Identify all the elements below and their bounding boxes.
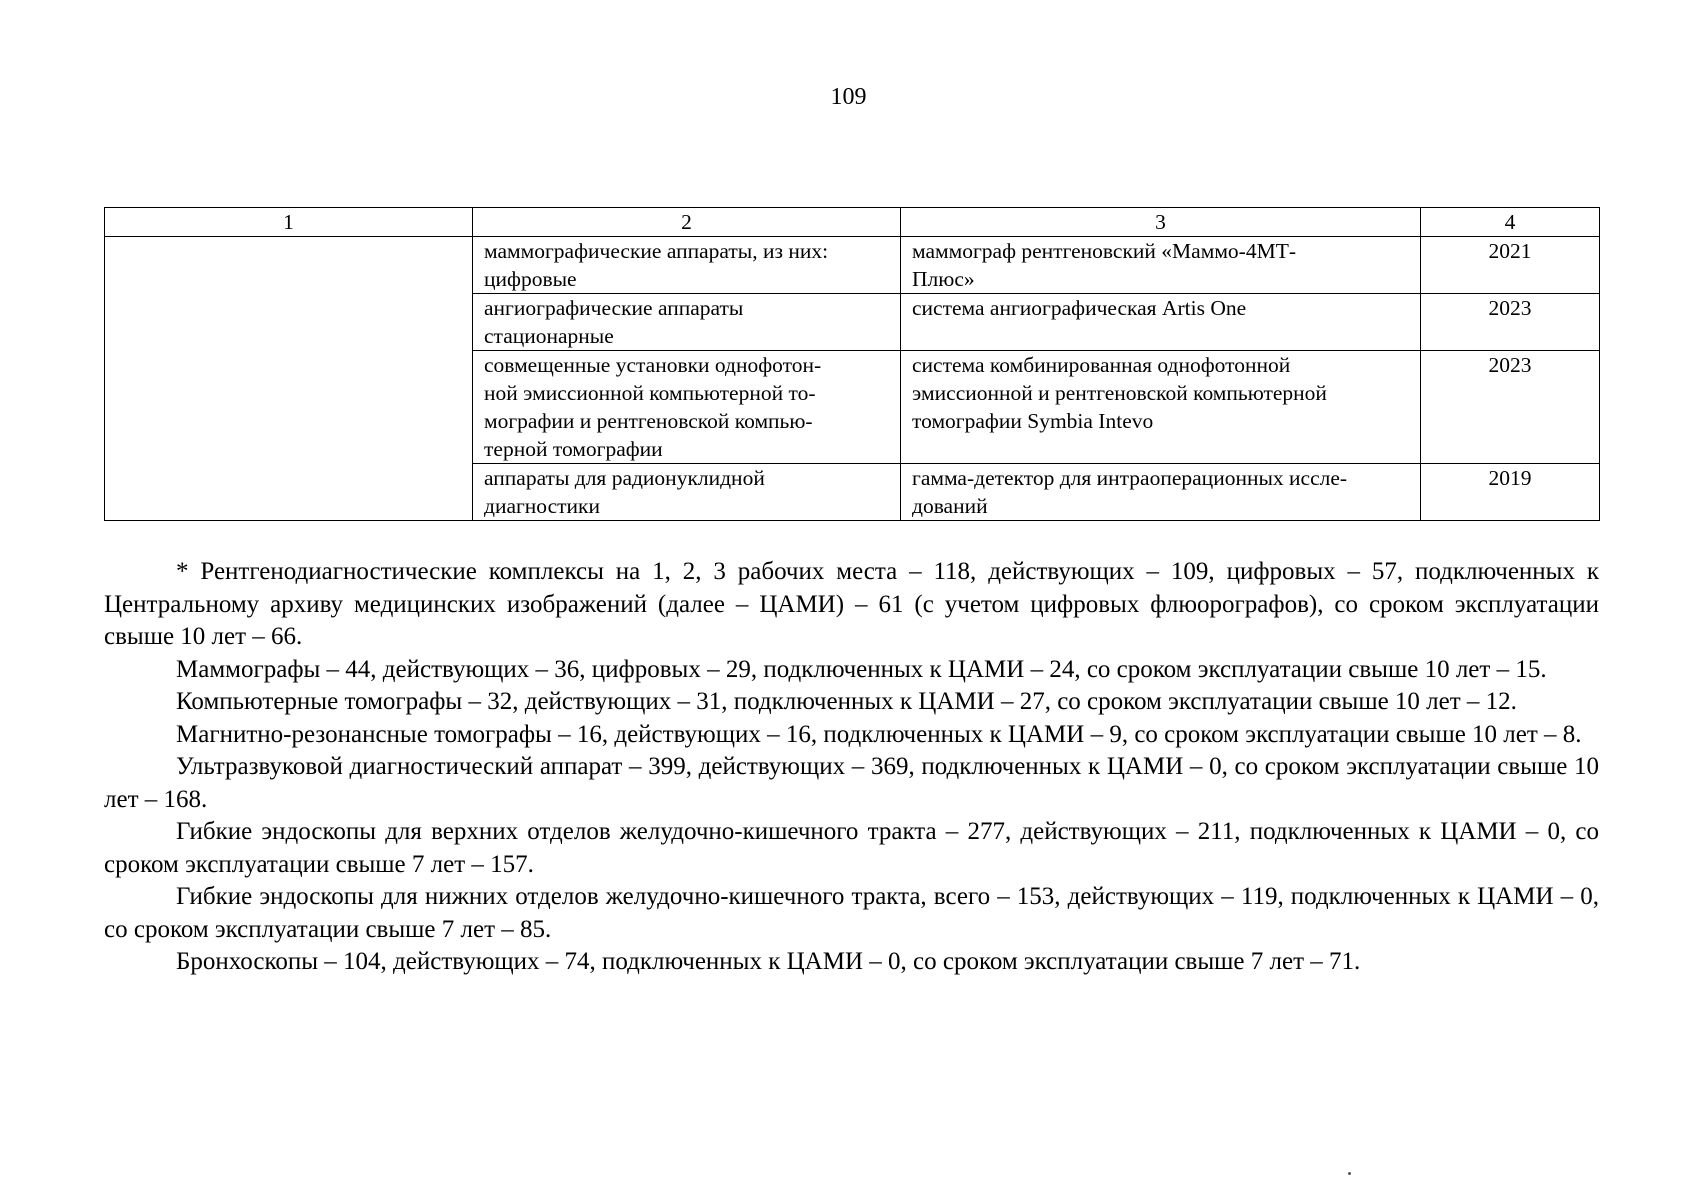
footnote-xray-complexes: * Рентгенодиагностические комплексы на 1, 2, 3 рабочих места – 118, действующих – 109, цифровых – 57, подключенных к Центральному архиву медицинских изображений (далее – ЦАМИ) – 61 (с учетом цифровых флюорографов), со сроком эксплуатации свыше 10 лет – 66. bbox=[104, 558, 1599, 650]
year-cell: 2021 bbox=[1421, 237, 1600, 294]
table-row bbox=[105, 237, 1600, 294]
device-type-cell: ангиографические аппараты стационарные bbox=[473, 294, 901, 351]
model-cell: гамма-детектор для интраоперационных иссле- дований bbox=[901, 464, 1421, 521]
model-cell: маммограф рентгеновский «Маммо-4МТ- Плюс» bbox=[901, 237, 1421, 294]
header-col-4: 4 bbox=[1421, 208, 1600, 237]
year-cell: 2019 bbox=[1421, 464, 1600, 521]
year-cell: 2023 bbox=[1421, 294, 1600, 351]
footnotes-section bbox=[104, 556, 1599, 979]
footnote-ct-scanners: Компьютерные томографы – 32, действующих – 31, подключенных к ЦАМИ – 27, со сроком эксплуатации свыше 10 лет – 12. bbox=[176, 688, 1517, 715]
year-cell: 2023 bbox=[1421, 351, 1600, 464]
device-type-cell: аппараты для радионуклидной диагностики bbox=[473, 464, 901, 521]
footnote-ultrasound: Ультразвуковой диагностический аппарат – 399, действующих – 369, подключенных к ЦАМИ – 0, со сроком эксплуатации свыше 10 лет – 168. bbox=[104, 753, 1599, 813]
footnote-upper-endoscopes: Гибкие эндоскопы для верхних отделов желудочно-кишечного тракта – 277, действующих – 211, подключенных к ЦАМИ – 0, со сроком эксплуатации свыше 7 лет – 157. bbox=[104, 818, 1599, 878]
table-header-row bbox=[105, 208, 1600, 237]
model-cell: система ангиографическая Artis One bbox=[901, 294, 1421, 351]
empty-cell-col-1 bbox=[105, 237, 473, 521]
header-col-1: 1 bbox=[105, 208, 473, 237]
footnote-mri-scanners: Магнитно-резонансные томографы – 16, действующих – 16, подключенных к ЦАМИ – 9, со сроком эксплуатации свыше 10 лет – 8. bbox=[176, 720, 1582, 748]
device-type-cell: маммографические аппараты, из них: цифровые bbox=[473, 237, 901, 294]
equipment-table bbox=[104, 207, 1600, 521]
scan-speck bbox=[1348, 1172, 1351, 1175]
footnote-lower-endoscopes: Гибкие эндоскопы для нижних отделов желудочно-кишечного тракта, всего – 153, действующих – 119, подключенных к ЦАМИ – 0, со сроком эксплуатации свыше 7 лет – 85. bbox=[104, 883, 1599, 943]
model-cell: система комбинированная однофотонной эмиссионной и рентгеновской компьютерной томографии Symbia Intevo bbox=[901, 351, 1421, 464]
footnote-mammographs: Маммографы – 44, действующих – 36, цифровых – 29, подключенных к ЦАМИ – 24, со сроком эксплуатации свыше 10 лет – 15. bbox=[176, 655, 1547, 683]
header-col-2: 2 bbox=[473, 208, 901, 237]
footnote-bronchoscopes: Бронхоскопы – 104, действующих – 74, подключенных к ЦАМИ – 0, со сроком эксплуатации свыше 7 лет – 71. bbox=[176, 948, 1361, 975]
page-number: 109 bbox=[830, 84, 867, 110]
device-type-cell: совмещенные установки однофотон- ной эмиссионной компьютерной то- мографии и рентгеновской компью- терной томографии bbox=[473, 351, 901, 464]
header-col-3: 3 bbox=[901, 208, 1421, 237]
